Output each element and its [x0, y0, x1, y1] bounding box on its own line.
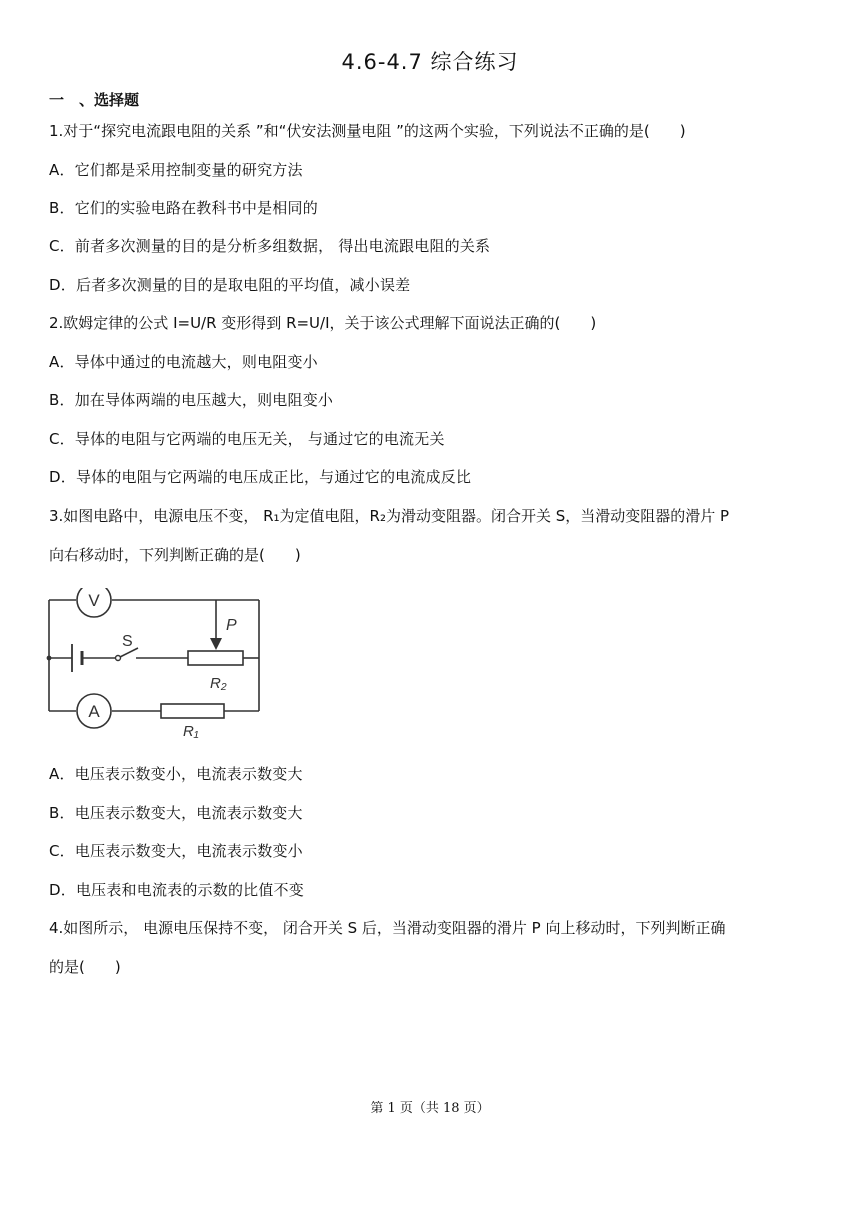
- question-3-stem-line-1: 3.如图电路中，电源电压不变， R₁为定值电阻，R₂为滑动变阻器。闭合开关 S，当滑动变阻器的滑片 P: [49, 507, 730, 525]
- resistor-icon: [161, 704, 224, 738]
- circuit-diagram: [46, 588, 268, 738]
- question-3-stem-line-2: 向右移动时，下列判断正确的是( ): [49, 546, 301, 564]
- question-3-option-d: D．电压表和电流表的示数的比值不变: [49, 881, 304, 899]
- ammeter-icon: [77, 694, 111, 728]
- voltmeter-icon: [77, 588, 111, 617]
- switch-icon: [116, 633, 139, 661]
- question-3-option-a: A．电压表示数变小，电流表示数变大: [49, 765, 303, 783]
- question-2-option-d: D．导体的电阻与它两端的电压成正比，与通过它的电流成反比: [49, 468, 472, 486]
- question-1-option-c: C．前者多次测量的目的是分析多组数据， 得出电流跟电阻的关系: [49, 237, 491, 255]
- page-title: 4.6-4.7 综合练习: [341, 50, 519, 74]
- slider-label: P: [226, 617, 237, 634]
- question-1-stem: 1.对于“探究电流跟电阻的关系 ”和“伏安法测量电阻 ”的这两个实验，下列说法不正确的是( ): [49, 122, 686, 140]
- question-2-option-b: B．加在导体两端的电压越大，则电阻变小: [49, 391, 334, 409]
- page-footer: 第 1 页（共 18 页）: [370, 1101, 490, 1116]
- resistor-label: R₁: [183, 723, 199, 738]
- battery-icon: [72, 644, 82, 672]
- question-4-stem-line-2: 的是( ): [49, 958, 121, 976]
- question-2-option-a: A．导体中通过的电流越大，则电阻变小: [49, 353, 318, 371]
- question-3-option-c: C．电压表示数变大，电流表示数变小: [49, 842, 303, 860]
- switch-label: S: [122, 633, 133, 650]
- voltmeter-label: V: [88, 591, 100, 610]
- question-1-option-a: A．它们都是采用控制变量的研究方法: [49, 161, 303, 179]
- question-3-option-b: B．电压表示数变大，电流表示数变大: [49, 804, 303, 822]
- rheostat-label: R₂: [210, 675, 227, 692]
- question-1-option-b: B．它们的实验电路在教科书中是相同的: [49, 199, 318, 217]
- junction-dot: [47, 656, 52, 661]
- ammeter-label: A: [88, 702, 100, 721]
- question-1-option-d: D．后者多次测量的目的是取电阻的平均值，减小误差: [49, 276, 411, 294]
- question-2-stem: 2.欧姆定律的公式 I=U/R 变形得到 R=U/I，关于该公式理解下面说法正确的( ): [49, 314, 597, 332]
- question-4-stem-line-1: 4.如图所示， 电源电压保持不变， 闭合开关 S 后，当滑动变阻器的滑片 P 向上移动时，下列判断正确: [49, 919, 726, 937]
- question-2-option-c: C．导体的电阻与它两端的电压无关， 与通过它的电流无关: [49, 430, 445, 448]
- section-heading: 一 、选择题: [49, 91, 140, 109]
